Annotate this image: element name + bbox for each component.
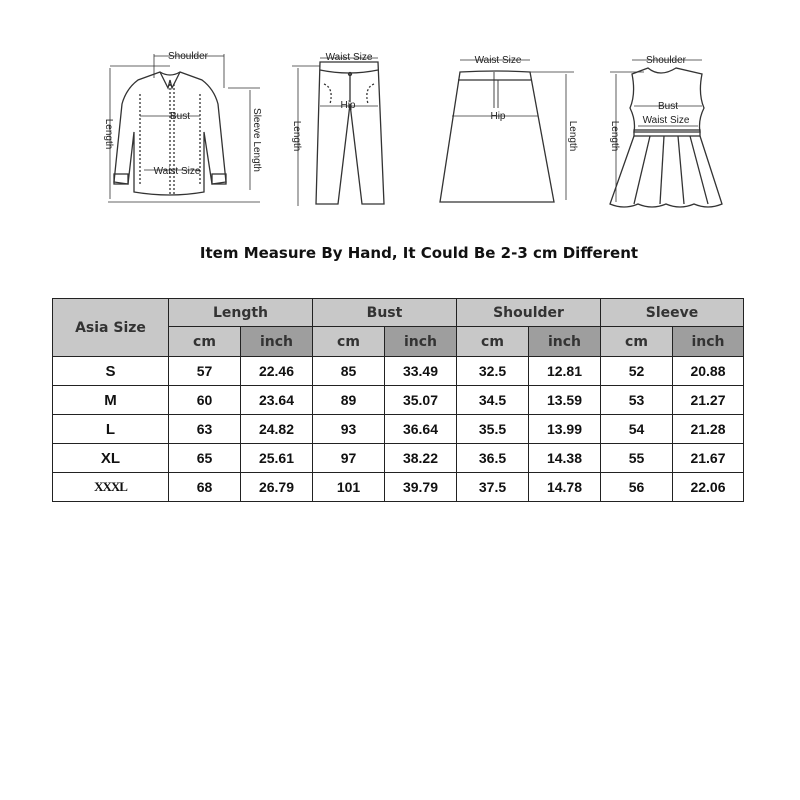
table-row <box>53 357 744 386</box>
table-cell: 21.27 <box>673 386 744 415</box>
pants-waist-label: Waist Size <box>325 52 373 63</box>
size-label: XXXL <box>53 473 169 502</box>
shirt-bust-label: Bust <box>169 111 191 122</box>
bust-header: Bust <box>313 299 457 327</box>
size-label: M <box>53 386 169 415</box>
table-cell: 22.06 <box>673 473 744 502</box>
table-cell: 12.81 <box>529 357 601 386</box>
table-cell: 85 <box>313 357 385 386</box>
table-cell: 32.5 <box>457 357 529 386</box>
table-cell: 38.22 <box>385 444 457 473</box>
shirt-shoulder-label: Shoulder <box>167 51 209 62</box>
table-cell: 89 <box>313 386 385 415</box>
table-cell: 53 <box>601 386 673 415</box>
table-cell: 36.64 <box>385 415 457 444</box>
unit-header: cm <box>169 327 241 357</box>
shoulder-header: Shoulder <box>457 299 601 327</box>
table-cell: 22.46 <box>241 357 313 386</box>
pants-length-label: Length <box>291 120 302 152</box>
table-cell: 21.67 <box>673 444 744 473</box>
size-label: L <box>53 415 169 444</box>
shirt-length-label: Length <box>103 118 114 150</box>
table-cell: 60 <box>169 386 241 415</box>
table-cell: 23.64 <box>241 386 313 415</box>
pants-diagram <box>284 44 404 209</box>
unit-header: cm <box>457 327 529 357</box>
table-cell: 21.28 <box>673 415 744 444</box>
table-cell: 63 <box>169 415 241 444</box>
table-cell: 14.78 <box>529 473 601 502</box>
size-chart-table <box>52 298 744 502</box>
pants-hip-label: Hip <box>340 100 356 111</box>
table-row <box>53 415 744 444</box>
table-cell: 65 <box>169 444 241 473</box>
header-row-groups <box>53 299 744 327</box>
table-row <box>53 473 744 502</box>
dress-length-label: Length <box>609 120 620 152</box>
table-cell: 57 <box>169 357 241 386</box>
table-row <box>53 444 744 473</box>
dress-diagram <box>604 44 729 219</box>
table-cell: 14.38 <box>529 444 601 473</box>
length-header: Length <box>169 299 313 327</box>
unit-header: cm <box>313 327 385 357</box>
table-cell: 25.61 <box>241 444 313 473</box>
unit-header: inch <box>673 327 744 357</box>
table-cell: 13.99 <box>529 415 601 444</box>
skirt-hip-label: Hip <box>490 111 506 122</box>
size-label: S <box>53 357 169 386</box>
table-cell: 13.59 <box>529 386 601 415</box>
table-cell: 97 <box>313 444 385 473</box>
shirt-diagram <box>100 44 270 204</box>
table-cell: 39.79 <box>385 473 457 502</box>
unit-header: inch <box>241 327 313 357</box>
dress-bust-label: Bust <box>657 101 679 112</box>
table-cell: 56 <box>601 473 673 502</box>
shirt-sleeve-label: Sleeve Length <box>251 108 262 172</box>
measurement-note: Item Measure By Hand, It Could Be 2-3 cm Different <box>199 244 639 262</box>
size-label: XL <box>53 444 169 473</box>
unit-header: cm <box>601 327 673 357</box>
skirt-waist-label: Waist Size <box>474 55 522 66</box>
table-cell: 20.88 <box>673 357 744 386</box>
table-cell: 37.5 <box>457 473 529 502</box>
table-cell: 26.79 <box>241 473 313 502</box>
table-cell: 93 <box>313 415 385 444</box>
table-cell: 34.5 <box>457 386 529 415</box>
dress-shoulder-label: Shoulder <box>645 55 687 66</box>
sleeve-header: Sleeve <box>601 299 744 327</box>
table-cell: 24.82 <box>241 415 313 444</box>
skirt-diagram <box>438 44 578 209</box>
table-cell: 36.5 <box>457 444 529 473</box>
table-cell: 35.07 <box>385 386 457 415</box>
table-cell: 55 <box>601 444 673 473</box>
table-cell: 52 <box>601 357 673 386</box>
dress-waist-label: Waist Size <box>642 115 690 126</box>
table-row <box>53 386 744 415</box>
table-cell: 33.49 <box>385 357 457 386</box>
table-cell: 54 <box>601 415 673 444</box>
table-cell: 101 <box>313 473 385 502</box>
unit-header: inch <box>529 327 601 357</box>
table-cell: 68 <box>169 473 241 502</box>
unit-header: inch <box>385 327 457 357</box>
skirt-length-label: Length <box>567 120 578 152</box>
table-cell: 35.5 <box>457 415 529 444</box>
shirt-waist-label: Waist Size <box>153 166 201 177</box>
asia-size-header: Asia Size <box>53 299 169 357</box>
